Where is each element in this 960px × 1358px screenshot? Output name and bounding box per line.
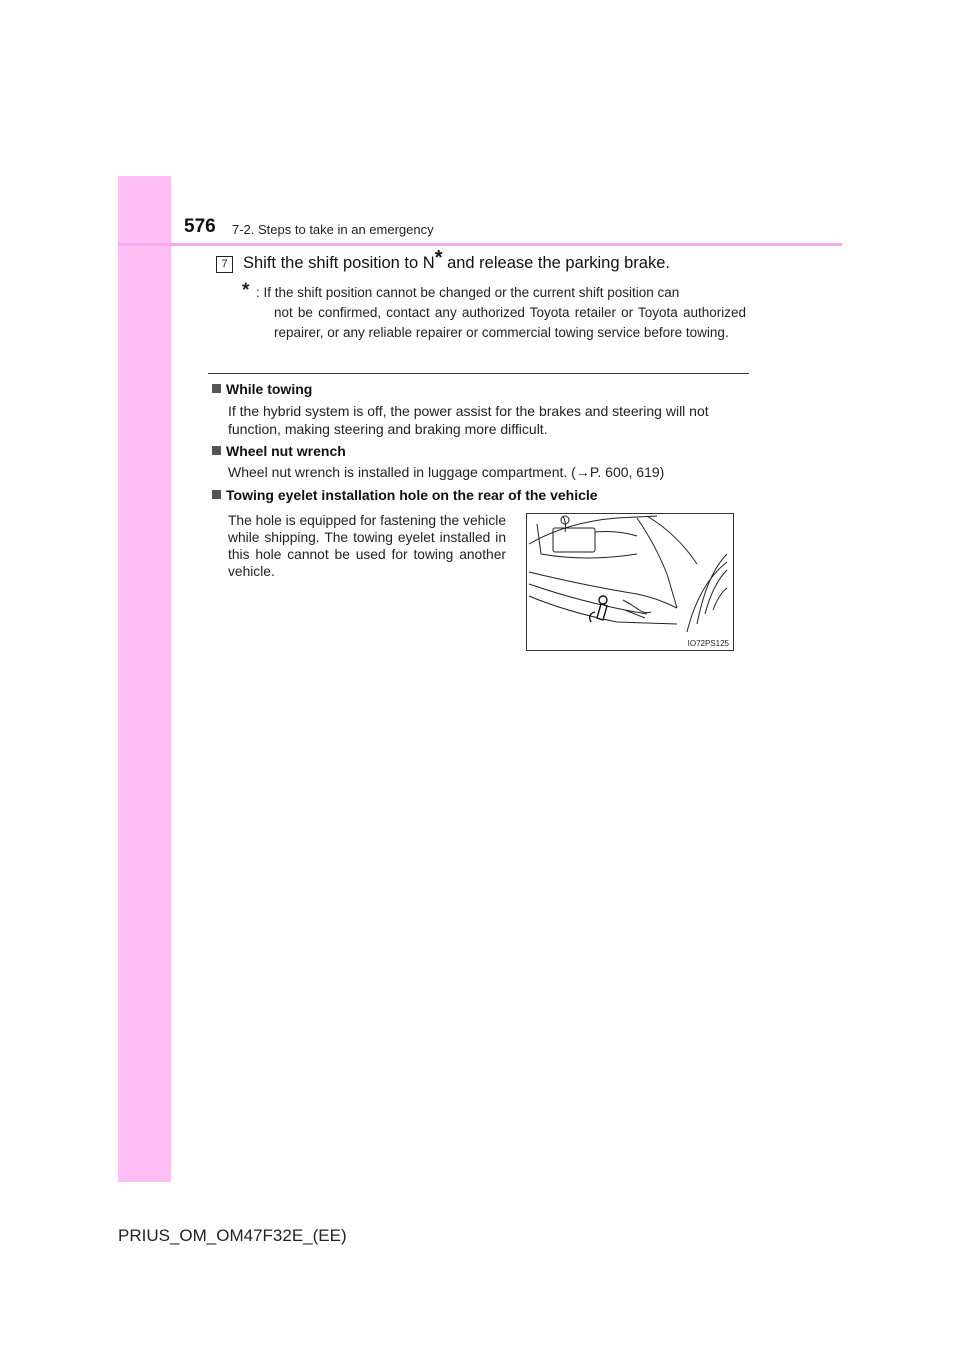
section-heading-towing-eyelet: Towing eyelet installation hole on the rear of the vehicle [212, 487, 598, 503]
footnote-continuation: not be confirmed, contact any authorized Toyota retailer or Toyota authorized repairer, or any reliable repairer or commercial towing service before towing. [274, 305, 746, 340]
step-text-before: Shift the shift position to N [243, 254, 435, 272]
figure-label: IO72PS125 [687, 639, 729, 648]
bullet-square-icon [212, 490, 221, 499]
header-rule [118, 243, 842, 246]
bullet-square-icon [212, 384, 221, 393]
section-body-wheel-nut-wrench: Wheel nut wrench is installed in luggage compartment. (→P. 600, 619) [228, 464, 665, 480]
towing-eyelet-illustration [526, 513, 734, 651]
step-asterisk: * [434, 247, 443, 269]
footer-document-code: PRIUS_OM_OM47F32E_(EE) [118, 1226, 347, 1245]
footnote-mark: * [242, 280, 250, 301]
section-body-towing-eyelet: The hole is equipped for fastening the vehicle while shipping. The towing eyelet installed in this hole cannot be used for towing another vehicle. [228, 513, 506, 579]
bullet-square-icon [212, 446, 221, 455]
step-text [243, 247, 670, 273]
section-divider [208, 373, 749, 374]
section-title: 7-2. Steps to take in an emergency [232, 222, 434, 237]
section-heading-wheel-nut-wrench: Wheel nut wrench [212, 443, 346, 459]
footnote-line-1: : If the shift position cannot be changed or the current shift position can [256, 285, 680, 300]
rear-bumper-drawing [527, 514, 733, 650]
section-heading-while-towing: While towing [212, 381, 312, 397]
page-number: 576 [184, 216, 216, 237]
chapter-tab-band [118, 176, 171, 1182]
step-text-after: and release the parking brake. [442, 254, 670, 272]
footnote [242, 280, 746, 343]
section-body-while-towing: If the hybrid system is off, the power assist for the brakes and steering will not function, making steering and braking more difficult. [228, 403, 709, 437]
step-number-box: 7 [216, 256, 233, 273]
